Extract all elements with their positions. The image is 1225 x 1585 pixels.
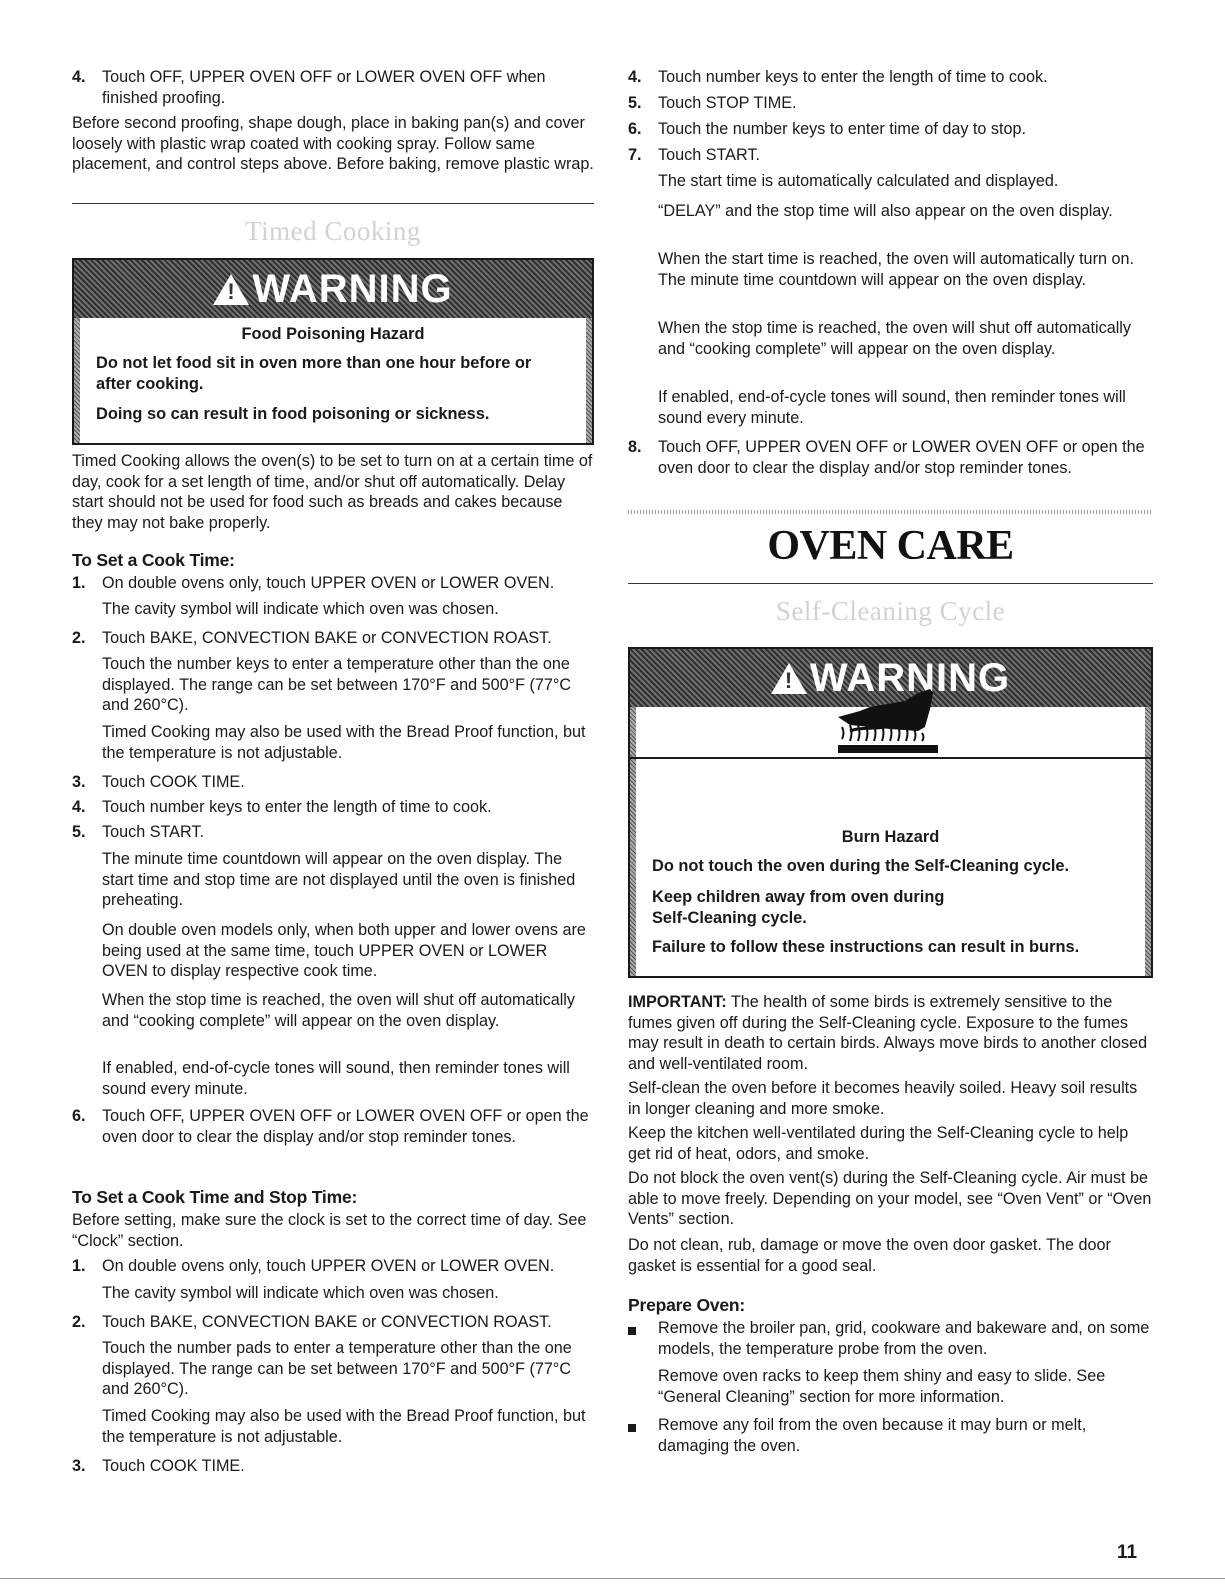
step-note: The start time is automatically calculated and displayed. (658, 172, 1059, 190)
step-text: Touch BAKE, CONVECTION BAKE or CONVECTION ROAST. (102, 629, 552, 647)
important-text: The health of some birds is extremely sensitive to the fumes given off during the Self-Cleaning cycle. Exposure to the fumes may result in death to certain birds. Always move birds to another closed and well-ventilated room. (628, 993, 1148, 1073)
step-note: If enabled, end-of-cycle tones will sound, then reminder tones will sound every minute. (658, 388, 1126, 427)
section-title: Self-Cleaning Cycle (775, 596, 1006, 626)
hazard-title: Burn Hazard (841, 828, 940, 846)
step-number: 7. (628, 146, 642, 164)
step-note: The cavity symbol will indicate which oven was chosen. (102, 600, 499, 618)
step-number: 2. (72, 629, 86, 647)
step-text: Touch OFF, UPPER OVEN OFF or LOWER OVEN OFF or open the oven door to clear the display and/or stop reminder tones. (658, 438, 1145, 477)
page-number: 11 (1117, 1542, 1138, 1563)
warning-text: Keep children away from oven during Self-Cleaning cycle. (652, 888, 945, 927)
step-text: Touch COOK TIME. (102, 1457, 245, 1475)
step-number: 4. (628, 68, 642, 86)
warning-banner (74, 260, 592, 318)
step-number: 5. (628, 94, 642, 112)
step-number: 5. (72, 823, 86, 841)
step-text: Touch OFF, UPPER OVEN OFF or LOWER OVEN OFF or open the oven door to clear the display and/or stop reminder tones. (102, 1107, 589, 1146)
paragraph: Self-clean the oven before it becomes heavily soiled. Heavy soil results in longer cleaning and more smoke. (628, 1079, 1138, 1118)
section-heading: Prepare Oven: (628, 1295, 746, 1315)
step-number: 6. (72, 1107, 86, 1125)
bullet-icon (628, 1424, 636, 1432)
paragraph: Keep the kitchen well-ventilated during the Self-Cleaning cycle to help get rid of heat, odors, and smoke. (628, 1124, 1129, 1163)
warning-label: WARNING (809, 655, 1011, 700)
warning-box (628, 647, 1153, 978)
step-text: Touch START. (102, 823, 204, 841)
important-paragraph (628, 992, 1153, 1074)
warning-text: Do not let food sit in oven more than one hour before or after cooking. (96, 354, 532, 393)
step-note: On double oven models only, when both upper and lower ovens are being used at the same time, touch UPPER OVEN or LOWER OVEN to display respective cook time. (102, 921, 586, 981)
important-label: IMPORTANT: (628, 993, 727, 1011)
step-number: 4. (72, 68, 86, 86)
step-number: 4. (72, 798, 86, 816)
step-text: On double ovens only, touch UPPER OVEN or LOWER OVEN. (102, 1257, 555, 1275)
paragraph: Before second proofing, shape dough, place in baking pan(s) and cover loosely with plastic wrap coated with cooking spray. Follow same placement, and control steps above. Before baking, remove plastic wrap. (72, 114, 594, 174)
step-text: Touch START. (658, 146, 760, 164)
step-note: When the start time is reached, the oven will automatically turn on. The minute time countdown will appear on the oven display. (658, 250, 1134, 289)
warning-label: WARNING (252, 266, 453, 311)
warning-triangle-icon: ! (771, 663, 807, 694)
step-text: Touch number keys to enter the length of time to cook. (658, 68, 1048, 86)
dotted-divider (628, 510, 1153, 514)
page-heading: OVEN CARE (767, 523, 1014, 569)
section-heading: To Set a Cook Time and Stop Time: (72, 1187, 358, 1207)
step-note: Touch the number keys to enter a temperature other than the one displayed. The range can be set between 170°F and 500°F (77°C and 260°C). (102, 655, 572, 715)
step-text: Touch number keys to enter the length of time to cook. (102, 798, 492, 816)
warning-box (72, 258, 594, 445)
step-number: 2. (72, 1313, 86, 1331)
step-text: On double ovens only, touch UPPER OVEN or LOWER OVEN. (102, 574, 555, 592)
hazard-title: Food Poisoning Hazard (241, 325, 425, 343)
divider (628, 583, 1153, 584)
step-note: If enabled, end-of-cycle tones will sound, then reminder tones will sound every minute. (102, 1059, 570, 1098)
warning-text: Do not touch the oven during the Self-Cleaning cycle. (652, 857, 1070, 875)
bullet-text: Remove the broiler pan, grid, cookware and bakeware and, on some models, the temperature probe from the oven. (658, 1319, 1150, 1358)
bullet-icon (628, 1327, 636, 1335)
step-text: Touch COOK TIME. (102, 773, 245, 791)
step-text: Touch the number keys to enter time of day to stop. (658, 120, 1027, 138)
step-note: The cavity symbol will indicate which oven was chosen. (102, 1284, 499, 1302)
step-number: 8. (628, 438, 642, 456)
step-note: Touch the number pads to enter a temperature other than the one displayed. The range can be set between 170°F and 500°F (77°C and 260°C). (102, 1339, 572, 1399)
bullet-note: Remove oven racks to keep them shiny and easy to slide. See “General Cleaning” section for more information. (658, 1367, 1106, 1406)
warning-triangle-icon: ! (213, 274, 249, 305)
step-text: Touch BAKE, CONVECTION BAKE or CONVECTION ROAST. (102, 1313, 552, 1331)
step-number: 1. (72, 1257, 86, 1275)
step-number: 1. (72, 574, 86, 592)
step-note: The minute time countdown will appear on the oven display. The start time and stop time are not displayed until the oven is finished preheating. (102, 850, 576, 910)
paragraph: Timed Cooking allows the oven(s) to be set to turn on at a certain time of day, cook for a set length of time, and/or shut off automatically. Delay start should not be used for food such as breads and cakes because they may not bake properly. (72, 452, 593, 532)
step-note: Timed Cooking may also be used with the Bread Proof function, but the temperature is not adjustable. (102, 1407, 586, 1446)
step-text: Touch OFF, UPPER OVEN OFF or LOWER OVEN OFF when finished proofing. (102, 68, 546, 107)
step-text: Touch STOP TIME. (658, 94, 797, 112)
step-note: “DELAY” and the stop time will also appear on the oven display. (658, 202, 1113, 220)
step-note: Timed Cooking may also be used with the Bread Proof function, but the temperature is not adjustable. (102, 723, 586, 762)
step-number: 3. (72, 773, 86, 791)
paragraph: Do not block the oven vent(s) during the Self-Cleaning cycle. Air must be able to move freely. Depending on your model, see “Oven Vent” or “Oven Vents” section. (628, 1169, 1152, 1229)
step-number: 3. (72, 1457, 86, 1475)
step-number: 6. (628, 120, 642, 138)
paragraph: Do not clean, rub, damage or move the oven door gasket. The door gasket is essential for a good seal. (628, 1236, 1111, 1275)
bottom-rule (0, 1578, 1225, 1579)
paragraph: Before setting, make sure the clock is set to the correct time of day. See “Clock” section. (72, 1211, 587, 1250)
hot-surface-hand-icon (830, 689, 950, 759)
section-heading: To Set a Cook Time: (72, 550, 235, 570)
bullet-text: Remove any foil from the oven because it may burn or melt, damaging the oven. (658, 1416, 1087, 1455)
section-title: Timed Cooking (245, 216, 421, 246)
step-note: When the stop time is reached, the oven will shut off automatically and “cooking complete” will appear on the oven display. (658, 319, 1131, 358)
warning-text: Doing so can result in food poisoning or sickness. (96, 405, 490, 423)
step-note: When the stop time is reached, the oven will shut off automatically and “cooking complete” will appear on the oven display. (102, 991, 575, 1030)
divider (72, 203, 594, 204)
warning-text: Failure to follow these instructions can result in burns. (652, 938, 1080, 956)
